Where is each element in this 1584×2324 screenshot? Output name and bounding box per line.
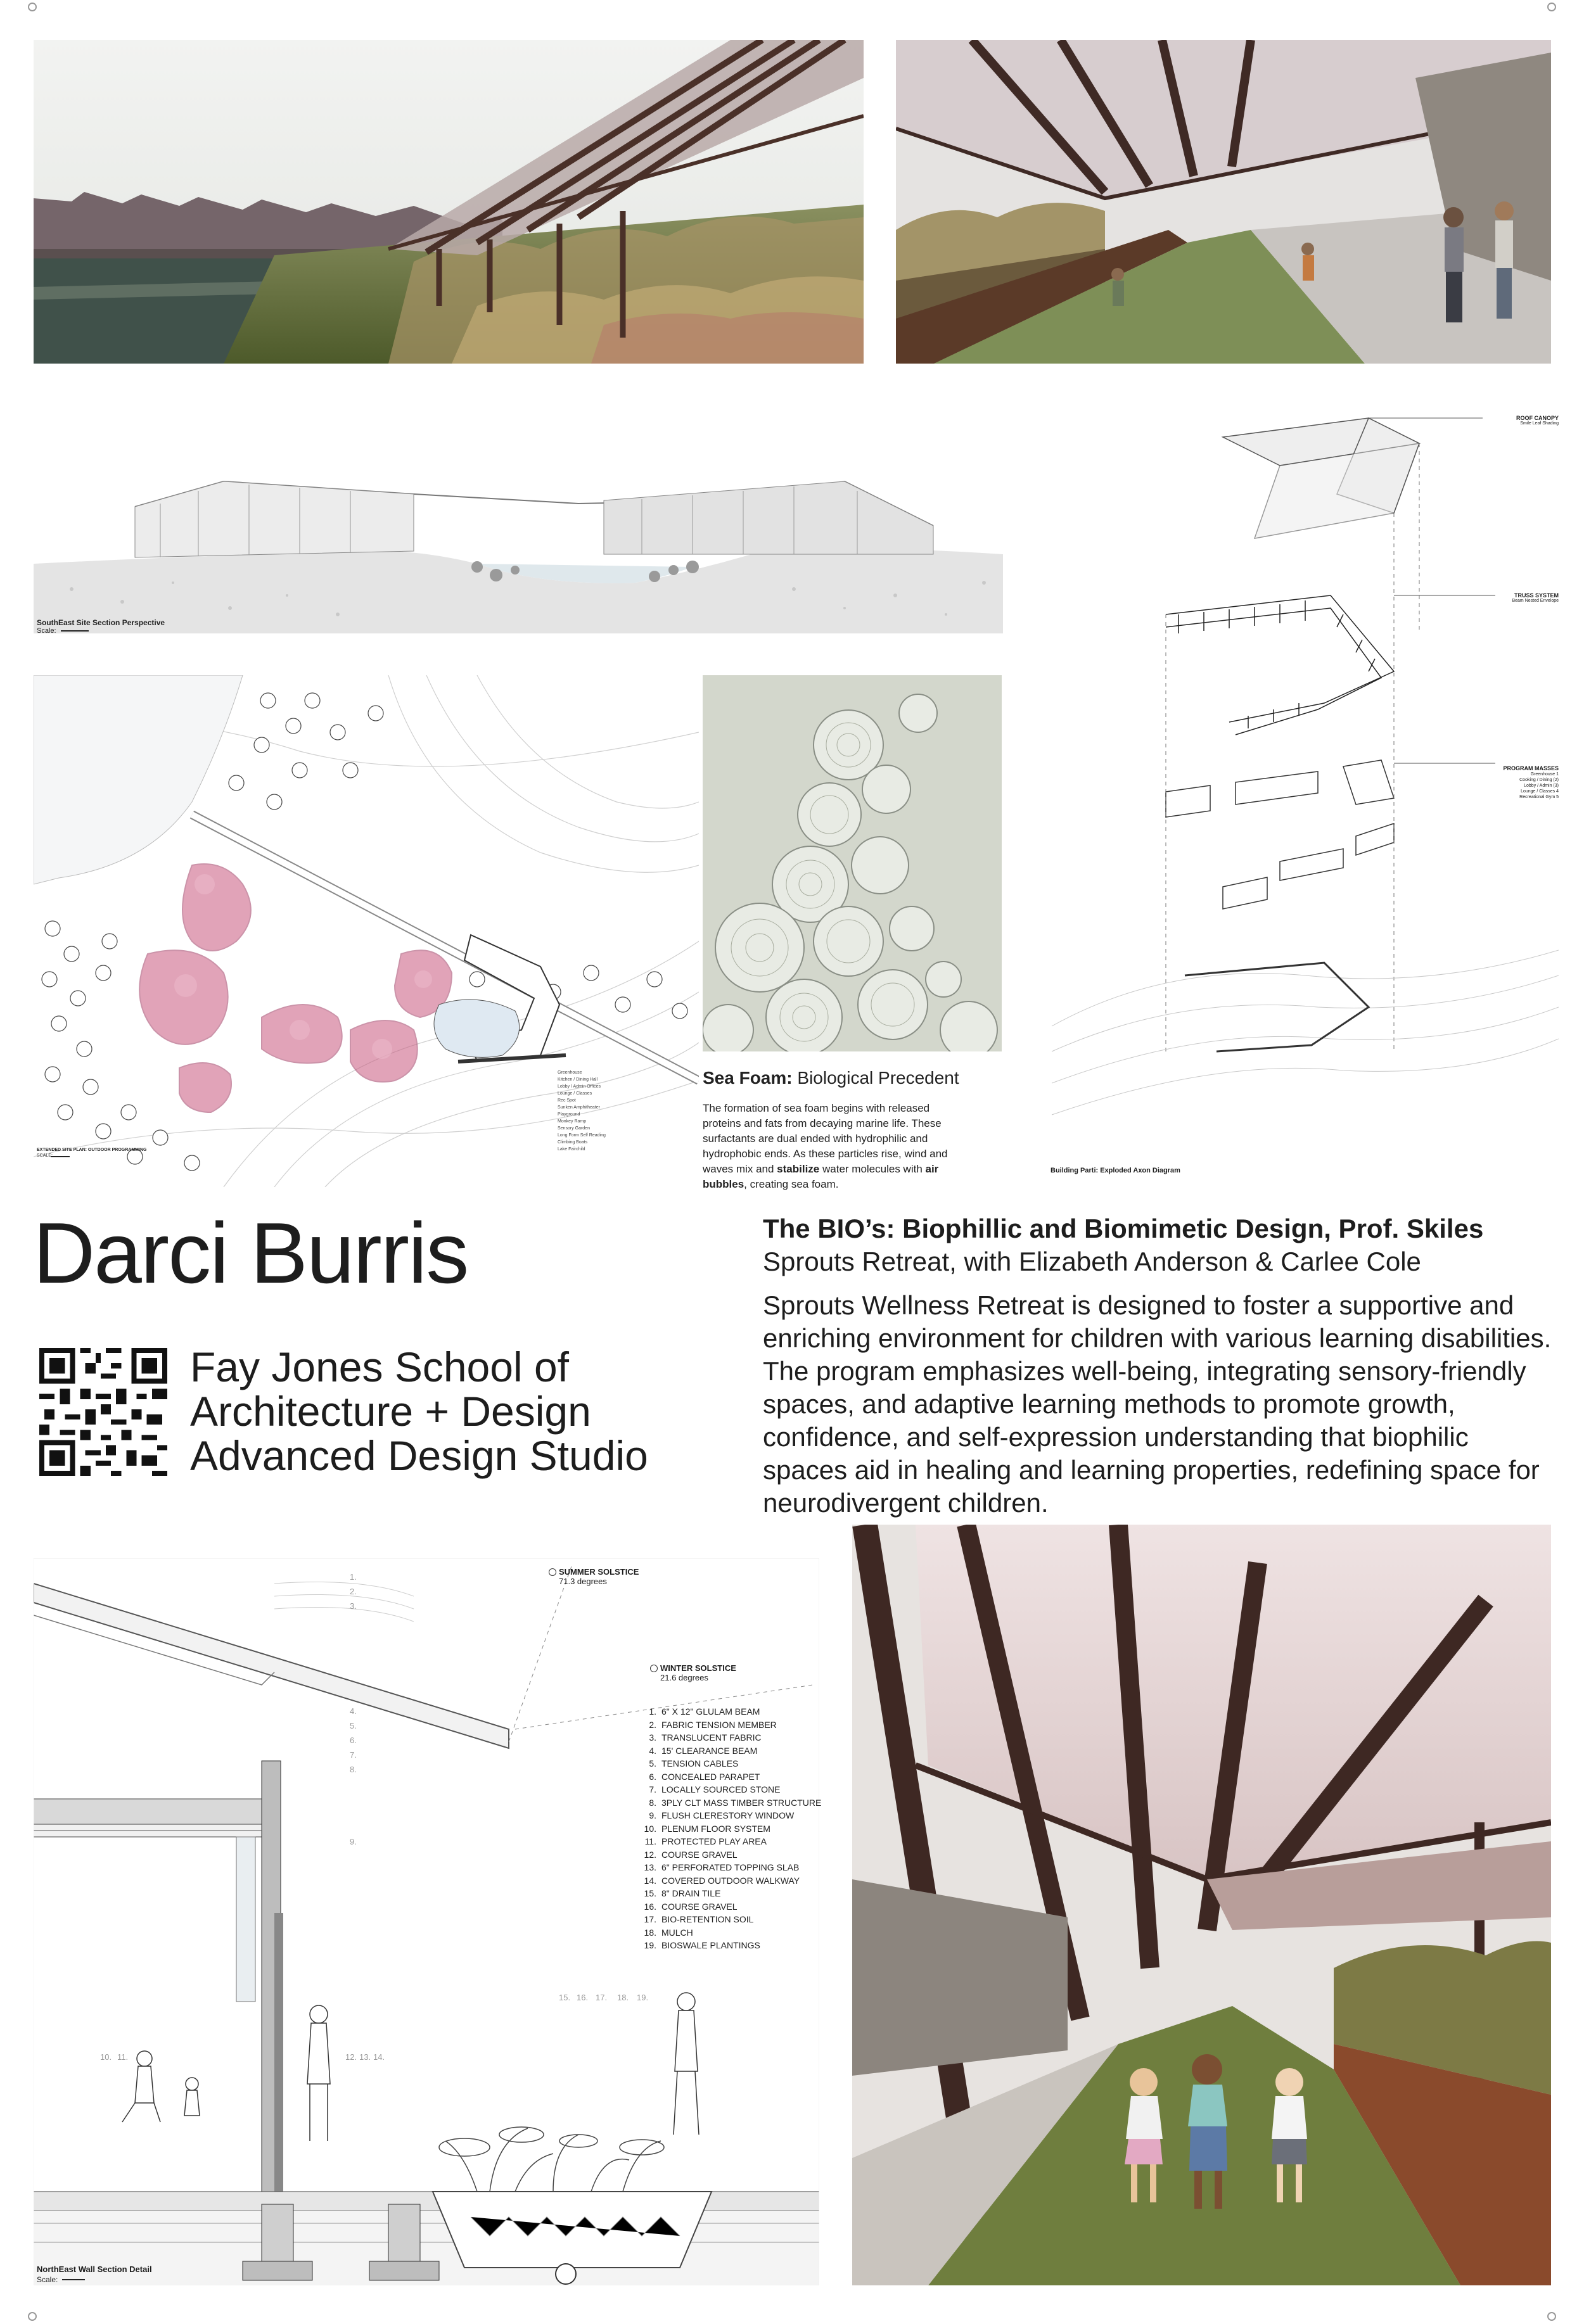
callout-number: 15. bbox=[559, 1993, 571, 2002]
callout-number: 12. bbox=[345, 2052, 357, 2062]
school-line: Advanced Design Studio bbox=[190, 1432, 648, 1479]
legend-item: Greenhouse bbox=[558, 1070, 582, 1075]
legend-item: 7. LOCALLY SOURCED STONE bbox=[649, 1784, 781, 1794]
legend-item: 4. 15' CLEARANCE BEAM bbox=[649, 1745, 758, 1756]
axon-program-line: Recreational Gym 5 bbox=[1519, 795, 1559, 799]
callout-number: 18. bbox=[617, 1993, 629, 2002]
legend-item: 2. FABRIC TENSION MEMBER bbox=[649, 1719, 777, 1730]
legend-item: Lounge / Classes bbox=[558, 1091, 592, 1096]
summer-solstice-label: SUMMER SOLSTICE bbox=[559, 1567, 639, 1577]
sea-foam-title-bold: Sea Foam: bbox=[703, 1068, 793, 1088]
axon-program-line: Greenhouse 1 bbox=[1530, 772, 1559, 777]
axon-program-label-group bbox=[1476, 765, 1559, 800]
legend-item: 3. TRANSLUCENT FABRIC bbox=[649, 1732, 762, 1743]
callout-number: 1. bbox=[350, 1572, 357, 1582]
legend-item: 14. COVERED OUTDOOR WALKWAY bbox=[644, 1875, 800, 1886]
legend-item: 16. COURSE GRAVEL bbox=[644, 1901, 738, 1912]
scale-bar bbox=[61, 630, 89, 634]
sea-foam-text: water molecules with bbox=[819, 1163, 926, 1175]
sun-icon bbox=[549, 1568, 556, 1576]
render-children-walkway bbox=[852, 1525, 1551, 2285]
axon-truss-label: TRUSS SYSTEM bbox=[1514, 592, 1559, 599]
sea-foam-title-rest: Biological Precedent bbox=[792, 1068, 959, 1088]
axon-truss-sub: Beam Nested Envelope bbox=[1512, 599, 1559, 603]
registration-mark bbox=[28, 3, 37, 11]
render-covered-walkway bbox=[896, 40, 1551, 364]
callout-number: 6. bbox=[350, 1736, 357, 1745]
callout-number: 3. bbox=[350, 1601, 357, 1611]
site-plan-legend bbox=[558, 1069, 606, 1153]
legend-item: 1. 6" X 12" GLULAM BEAM bbox=[649, 1706, 760, 1717]
scale-bar bbox=[51, 1156, 70, 1157]
axon-roof-label: ROOF CANOPY bbox=[1516, 415, 1559, 421]
callout-number: 4. bbox=[350, 1706, 357, 1716]
summer-solstice-marker bbox=[549, 1567, 639, 1586]
scale-bar bbox=[62, 2279, 85, 2280]
site-section-scale: Scale: bbox=[37, 627, 56, 635]
site-section-drawing bbox=[34, 475, 1003, 633]
legend-item: Lobby / Admin Offices bbox=[558, 1084, 601, 1089]
legend-item: Kitchen / Dining Hall bbox=[558, 1077, 598, 1082]
axon-roof-sub: Smile Leaf Shading bbox=[1520, 421, 1559, 426]
callout-number: 13. bbox=[359, 2052, 371, 2062]
legend-item: 19. BIOSWALE PLANTINGS bbox=[644, 1940, 760, 1950]
school-line: Architecture + Design bbox=[190, 1388, 591, 1435]
callout-number: 10. bbox=[100, 2052, 112, 2062]
axon-program-line: Cooking / Dining (2) bbox=[1519, 778, 1559, 782]
section-callout-9: 9. bbox=[350, 1837, 357, 1846]
qr-code[interactable] bbox=[39, 1348, 167, 1476]
school-line: Fay Jones School of bbox=[190, 1343, 569, 1390]
sea-foam-photo bbox=[703, 675, 1002, 1051]
legend-item: Sensory Garden bbox=[558, 1126, 590, 1131]
wall-section-scale: Scale: bbox=[37, 2275, 58, 2284]
callout-number: 5. bbox=[350, 1721, 357, 1730]
axon-caption: Building Parti: Exploded Axon Diagram bbox=[1051, 1167, 1180, 1174]
axon-program-label: PROGRAM MASSES bbox=[1503, 765, 1559, 771]
legend-item: Long Form Self Reading bbox=[558, 1133, 606, 1138]
legend-item: Climbing Boats bbox=[558, 1140, 588, 1145]
sea-foam-body bbox=[703, 1101, 956, 1192]
section-callouts-mid bbox=[350, 1704, 357, 1777]
registration-mark bbox=[1547, 3, 1556, 11]
callout-number: 7. bbox=[350, 1750, 357, 1760]
site-section-label: SouthEast Site Section Perspective bbox=[37, 618, 165, 627]
sea-foam-text: , creating sea foam. bbox=[744, 1178, 839, 1190]
callout-number: 2. bbox=[350, 1587, 357, 1596]
course-title: The BIO’s: Biophillic and Biomimetic Design, Prof. Skiles bbox=[763, 1214, 1484, 1243]
legend-item: 9. FLUSH CLERESTORY WINDOW bbox=[649, 1810, 795, 1820]
legend-item: 5. TENSION CABLES bbox=[649, 1758, 739, 1768]
registration-mark bbox=[1547, 2312, 1556, 2321]
summer-solstice-degrees: 71.3 degrees bbox=[559, 1577, 607, 1586]
callout-number: 8. bbox=[350, 1765, 357, 1774]
callout-number: 11. bbox=[117, 2052, 129, 2062]
legend-item: 13. 6" PERFORATED TOPPING SLAB bbox=[644, 1862, 800, 1872]
wall-section-legend bbox=[640, 1705, 821, 1952]
legend-item: 15. 8" DRAIN TILE bbox=[644, 1888, 721, 1898]
winter-solstice-marker bbox=[650, 1663, 736, 1682]
callout-number: 14. bbox=[373, 2052, 385, 2062]
winter-solstice-label: WINTER SOLSTICE bbox=[660, 1663, 736, 1673]
sun-icon bbox=[650, 1665, 658, 1672]
site-plan-label: EXTENDED SITE PLAN: OUTDOOR PROGRAMMING bbox=[37, 1148, 147, 1152]
legend-item: 6. CONCEALED PARAPET bbox=[649, 1771, 760, 1782]
winter-solstice-degrees: 21.6 degrees bbox=[660, 1673, 708, 1682]
course-subtitle: Sprouts Retreat, with Elizabeth Anderson & Carlee Cole bbox=[763, 1247, 1421, 1276]
student-name: Darci Burris bbox=[33, 1205, 468, 1301]
legend-item: Sunken Amphitheater bbox=[558, 1105, 600, 1110]
wall-section-label: NorthEast Wall Section Detail bbox=[37, 2264, 152, 2274]
sea-foam-text-bold: stabilize bbox=[777, 1163, 820, 1175]
callout-number: 17. bbox=[596, 1993, 608, 2002]
section-callouts-top bbox=[350, 1570, 357, 1613]
sea-foam-title bbox=[703, 1068, 959, 1088]
project-description: Sprouts Wellness Retreat is designed to foster a supportive and enriching environment for children with various learning disabilities. The program emphasizes well-being, integrating sensory-friendly spaces, and adaptive learning methods to promote growth, confidence, and self-expression understanding that biophilic spaces aid in healing and learning properties, redefining space for neurodivergent children. bbox=[763, 1290, 1552, 1518]
axon-program-line: Lobby / Admin (3) bbox=[1524, 784, 1559, 788]
legend-item: Playground bbox=[558, 1112, 580, 1117]
site-plan-scale: SCALE: bbox=[37, 1153, 53, 1158]
legend-item: Monkey Ramp bbox=[558, 1119, 587, 1124]
registration-mark bbox=[28, 2312, 37, 2321]
legend-item: Lake Fairchild bbox=[558, 1147, 585, 1152]
legend-item: 11. PROTECTED PLAY AREA bbox=[644, 1836, 767, 1846]
legend-item: 18. MULCH bbox=[644, 1927, 693, 1938]
legend-item: 17. BIO-RETENTION SOIL bbox=[644, 1914, 754, 1924]
legend-item: 8. 3PLY CLT MASS TIMBER STRUCTURE bbox=[649, 1797, 822, 1808]
callout-number: 16. bbox=[577, 1993, 589, 2002]
callout-number: 19. bbox=[637, 1993, 649, 2002]
axon-roof-label-group bbox=[1476, 415, 1559, 426]
axon-program-line: Lounge / Classes 4 bbox=[1521, 789, 1559, 794]
sea-foam-text-bold: air bubbles bbox=[703, 1163, 939, 1190]
render-exterior-canopy bbox=[34, 40, 864, 364]
sea-foam-text: The formation of sea foam begins with released proteins and fats from decaying marine life. These surfactants are dual ended with hydrophilic and hydrophobic ends. As these particles rise, wind and waves mix and bbox=[703, 1102, 948, 1175]
legend-item: 12. COURSE GRAVEL bbox=[644, 1849, 738, 1860]
axon-truss-label-group bbox=[1476, 592, 1559, 603]
legend-item: Rec Spot bbox=[558, 1098, 576, 1103]
school-block bbox=[190, 1345, 648, 1478]
legend-item: 10. PLENUM FLOOR SYSTEM bbox=[644, 1823, 770, 1834]
